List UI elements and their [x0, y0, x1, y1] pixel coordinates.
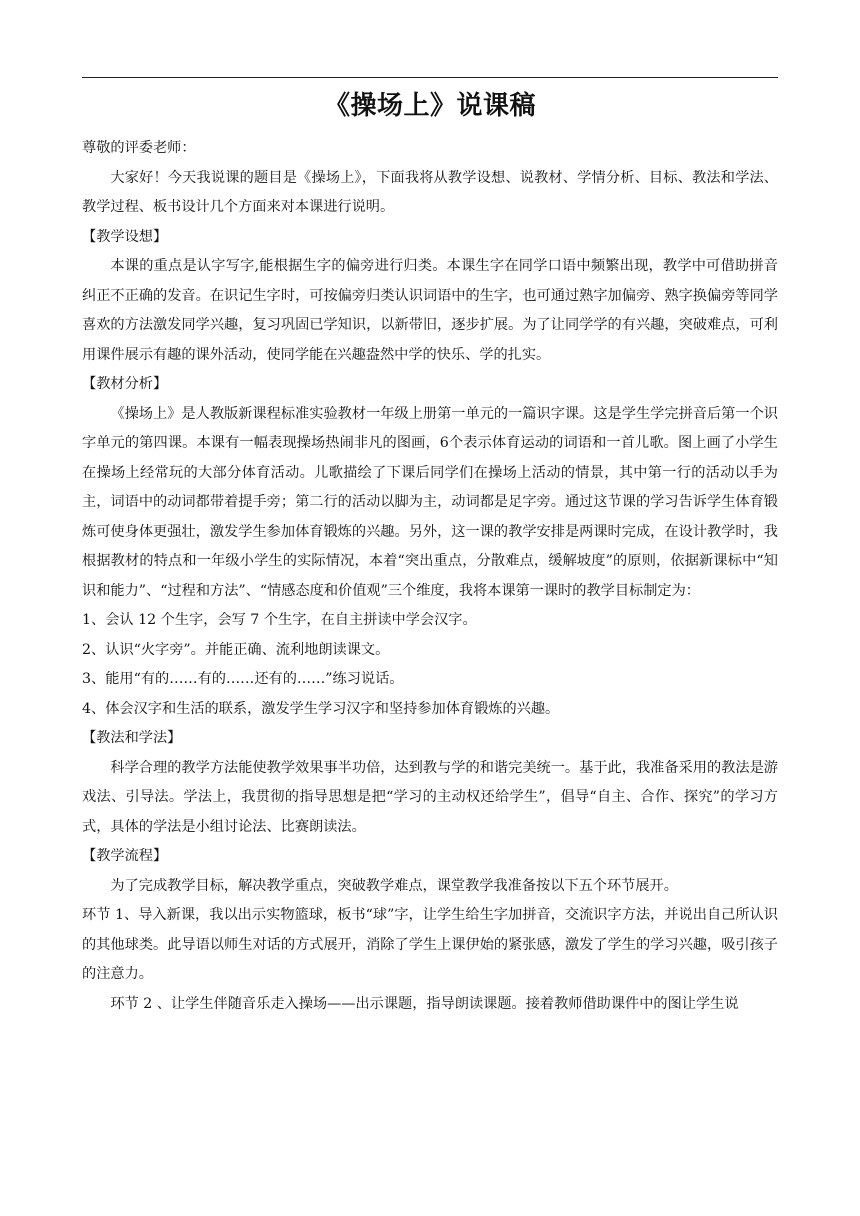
method-paragraph: 科学合理的教学方法能使教学效果事半功倍，达到教与学的和谐完美统一。基于此，我准备采用的教法是游戏法、引导法。学法上，我贯彻的指导思想是把“学习的主动权还给学生”，倡导“自主、合作、探究”的学习方式，具体的学法是小组讨论法、比赛朗读法。 — [82, 759, 778, 835]
section-heading-design: 【教学设想】 — [82, 228, 168, 245]
goal-item: 2、认识“火字旁”。并能正确、流利地朗读课文。 — [82, 641, 390, 658]
section-heading-process: 【教学流程】 — [82, 848, 168, 864]
document-body — [82, 134, 778, 1019]
goal-item: 1、会认 12 个生字，会写 7 个生字，在自主拼读中学会汉字。 — [82, 612, 477, 628]
design-paragraph: 本课的重点是认字写字,能根据生字的偏旁进行归类。本课生字在同学口语中频繁出现，教学中可借助拼音纠正不正确的发音。在识记生字时，可按偏旁归类认识词语中的生字，也可通过熟字加偏旁、熟字换偏旁等同学喜欢的方法激发同学兴趣，复习巩固已学知识，以新带旧，逐步扩展。为了让同学学的有兴趣，突破难点，可利用课件展示有趣的课外活动，使同学能在兴趣盎然中学的快乐、学的扎实。 — [82, 258, 778, 363]
greeting: 尊敬的评委老师： — [82, 140, 196, 156]
section-heading-method: 【教法和学法】 — [82, 730, 182, 746]
intro-paragraph: 大家好！今天我说课的题目是《操场上》，下面我将从教学设想、说教材、学情分析、目标、教法和学法、教学过程、板书设计几个方面来对本课进行说明。 — [82, 169, 778, 215]
header-rule — [82, 77, 778, 78]
goal-item: 3、能用“有的……有的……还有的……”练习说话。 — [82, 671, 404, 687]
process-intro-paragraph: 为了完成教学目标，解决教学重点，突破教学难点，课堂教学我准备按以下五个环节展开。 — [110, 877, 678, 894]
material-paragraph: 《操场上》是人教版新课程标准实验教材一年级上册第一单元的一篇识字课。这是学生学完拼音后第一个识字单元的第四课。本课有一幅表现操场热闹非凡的图画，6个表示体育运动的词语和一首儿歌。图上画了小学生在操场上经常玩的大部分体育活动。儿歌描绘了下课后同学们在操场上活动的情景，其中第一行的活动以手为主，词语中的动词都带着提手旁；第二行的活动以脚为主，动词都是足字旁。通过这节课的学习告诉学生体育锻炼可使身体更强壮，激发学生参加体育锻炼的兴趣。另外，这一课的教学安排是两课时完成，在设计教学时，我根据教材的特点和一年级小学生的实际情况，本着“突出重点，分散难点，缓解坡度”的原则，依据新课标中“知识和能力”、“过程和方法”、“情感态度和价值观”三个维度，我将本课第一课时的教学目标制定为： — [82, 405, 778, 599]
section-heading-material: 【教材分析】 — [82, 376, 168, 392]
goal-item: 4、体会汉字和生活的联系，激发学生学习汉字和坚持参加体育锻炼的兴趣。 — [82, 700, 560, 717]
page-title: 《操场上》说课稿 — [323, 91, 536, 121]
step-2-paragraph: 环节 2 、让学生伴随音乐走入操场——出示课题，指导朗读课题。接着教师借助课件中的图让学生说 — [110, 995, 739, 1012]
step-1-paragraph: 环节 1、导入新课，我以出示实物篮球，板书“球”字，让学生给生字加拼音，交流识字方法，并说出自己所认识的其他球类。此导语以师生对话的方式展开，消除了学生上课伊始的紧张感，激发了学生的学习兴趣，吸引孩子的注意力。 — [82, 907, 778, 982]
